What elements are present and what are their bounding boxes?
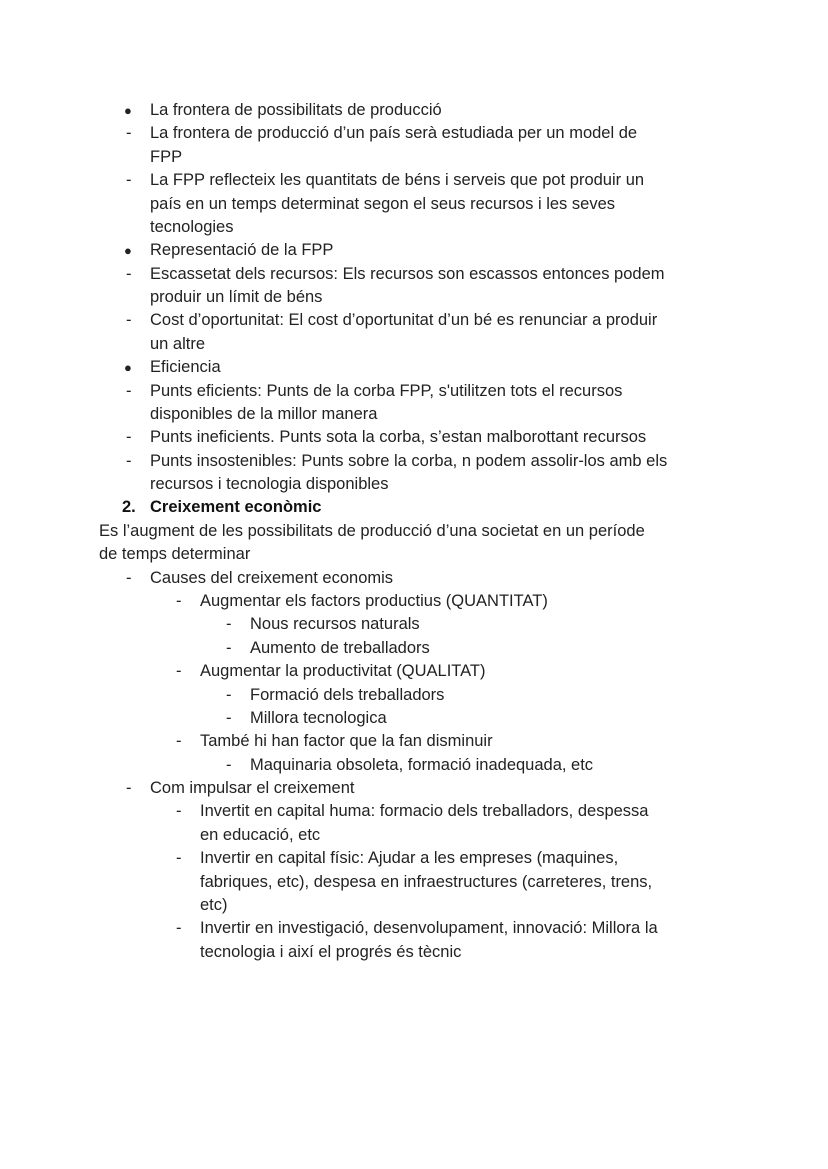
- dash-marker: -: [126, 568, 132, 587]
- dash-marker: -: [226, 615, 232, 634]
- list-item-text: Cost d’oportunitat: El cost d’oportunitat d’un bé es renunciar a produir: [150, 311, 658, 330]
- bullet-marker: ●: [124, 103, 132, 118]
- list-item-text: Augmentar els factors productius (QUANTITAT): [200, 591, 548, 610]
- list-item-text: Representació de la FPP: [150, 241, 334, 260]
- list-item-text: Punts insostenibles: Punts sobre la corba, n podem assolir-los amb els: [150, 451, 668, 470]
- dash-marker: -: [176, 849, 182, 868]
- list-item-text: També hi han factor que la fan disminuir: [200, 732, 493, 751]
- list-item-text: Com impulsar el creixement: [150, 779, 355, 798]
- bullet-marker: ●: [124, 243, 132, 259]
- dash-marker: -: [226, 638, 232, 657]
- list-item-text: Invertit en capital huma: formacio dels treballadors, despessa: [200, 802, 649, 821]
- list-item-text: etc): [200, 895, 228, 914]
- list-item-text: tecnologies: [150, 217, 234, 236]
- heading-number: 2.: [122, 498, 136, 517]
- dash-marker: -: [176, 662, 182, 681]
- list-item-text: Eficiencia: [150, 358, 221, 377]
- list-item-text: La FPP reflecteix les quantitats de béns i serveis que pot produir un: [150, 171, 645, 190]
- list-item-text: Invertir en investigació, desenvolupament, innovació: Millora la: [200, 919, 658, 938]
- dash-marker: -: [126, 779, 132, 798]
- dash-marker: -: [126, 428, 132, 447]
- list-item-text: fabriques, etc), despesa en infraestructures (carreteres, trens,: [200, 872, 653, 891]
- list-item-text: Causes del creixement economis: [150, 568, 394, 587]
- dash-marker: -: [176, 591, 182, 610]
- dash-marker: -: [176, 802, 182, 821]
- list-item-text: Maquinaria obsoleta, formació inadequada, etc: [250, 755, 594, 774]
- list-item-text: La frontera de possibilitats de producció: [150, 101, 442, 119]
- list-item-text: Invertir en capital físic: Ajudar a les empreses (maquines,: [200, 849, 619, 868]
- list-item-text: Punts eficients: Punts de la corba FPP, s'utilitzen tots el recursos: [150, 381, 623, 400]
- paragraph-text: Es l’augment de les possibilitats de producció d’una societat en un període: [99, 521, 645, 540]
- dash-marker: -: [226, 755, 232, 774]
- dash-marker: -: [226, 708, 232, 727]
- bullet-marker: ●: [124, 360, 132, 376]
- list-item-text: La frontera de producció d’un país serà estudiada per un model de: [150, 124, 638, 143]
- list-item-text: Escassetat dels recursos: Els recursos son escassos entonces podem: [150, 264, 665, 283]
- list-item-text: tecnologia i així el progrés és tècnic: [200, 942, 462, 961]
- section-heading-text: Creixement econòmic: [150, 498, 322, 517]
- list-item-text: Punts ineficients. Punts sota la corba, s’estan malborottant recursos: [150, 428, 647, 447]
- list-item-text: disponibles de la millor manera: [150, 404, 378, 423]
- dash-marker: -: [126, 381, 132, 400]
- dash-marker: -: [126, 451, 132, 470]
- list-item-text: Millora tecnologica: [250, 708, 387, 727]
- list-item-text: FPP: [150, 147, 183, 166]
- dash-marker: -: [126, 171, 132, 190]
- paragraph-text: de temps determinar: [99, 545, 251, 564]
- list-item-text: Formació dels treballadors: [250, 685, 445, 704]
- dash-marker: -: [126, 124, 132, 143]
- dash-marker: -: [176, 732, 182, 751]
- list-item-text: recursos i tecnologia disponibles: [150, 475, 389, 494]
- list-item-text: un altre: [150, 334, 206, 353]
- dash-marker: -: [226, 685, 232, 704]
- dash-marker: -: [126, 264, 132, 283]
- dash-marker: -: [126, 311, 132, 330]
- dash-marker: -: [176, 919, 182, 938]
- list-item-text: produir un límit de béns: [150, 288, 323, 307]
- list-item-text: país en un temps determinat segon el seus recursos i les seves: [150, 194, 615, 213]
- list-item-text: Aumento de treballadors: [250, 638, 430, 657]
- list-item-text: en educació, etc: [200, 825, 321, 844]
- list-item-text: Nous recursos naturals: [250, 615, 420, 634]
- list-item-text: Augmentar la productivitat (QUALITAT): [200, 662, 486, 681]
